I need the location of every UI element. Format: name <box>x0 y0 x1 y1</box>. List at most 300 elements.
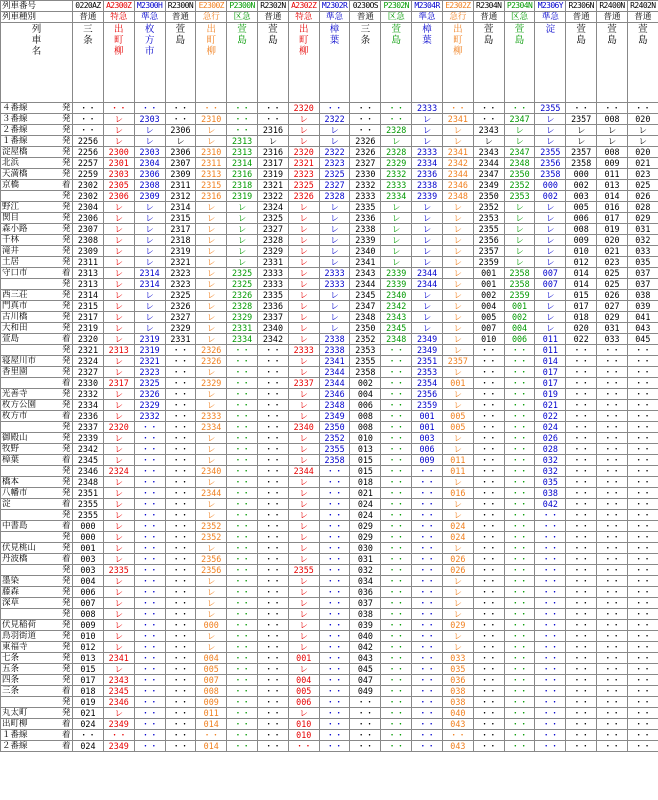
time-cell: ・・ <box>319 631 350 642</box>
time-cell: ・・ <box>504 389 535 400</box>
time-cell: レ <box>535 257 566 268</box>
time-cell: ・・ <box>165 587 196 598</box>
timetable-row <box>1 510 658 521</box>
time-cell: 030 <box>350 543 381 554</box>
time-cell: レ <box>288 213 319 224</box>
train-number: M2302R <box>319 1 350 12</box>
time-cell: レ <box>288 510 319 521</box>
time-cell: ・・ <box>597 741 628 752</box>
time-cell: 2346 <box>103 697 134 708</box>
timetable-row <box>1 279 658 290</box>
time-cell: 2349 <box>103 719 134 730</box>
time-cell: レ <box>412 114 443 125</box>
time-cell: ・・ <box>257 697 288 708</box>
time-cell: 000 <box>73 532 104 543</box>
time-cell: ・・ <box>566 422 597 433</box>
station-name: 京橋 <box>1 180 61 191</box>
time-cell: ・・ <box>473 565 504 576</box>
time-cell: レ <box>535 136 566 147</box>
train-number: M2304R <box>412 1 443 12</box>
time-cell: 2333 <box>412 103 443 114</box>
time-cell: レ <box>381 246 412 257</box>
time-cell: ・・ <box>597 697 628 708</box>
time-cell: 2320 <box>103 422 134 433</box>
time-cell: ・・ <box>504 642 535 653</box>
time-cell: 2329 <box>134 400 165 411</box>
time-cell: 042 <box>535 499 566 510</box>
time-cell: ・・ <box>566 389 597 400</box>
time-cell: ・・ <box>597 642 628 653</box>
timetable-row <box>1 565 658 576</box>
time-cell: 039 <box>350 620 381 631</box>
time-cell: 2332 <box>73 389 104 400</box>
time-cell: ・・ <box>473 521 504 532</box>
time-cell: ・・ <box>504 565 535 576</box>
time-cell: レ <box>442 587 473 598</box>
time-cell: 033 <box>627 246 658 257</box>
time-cell: ・・ <box>73 125 104 136</box>
time-cell: 2311 <box>165 180 196 191</box>
time-cell: ・・ <box>473 455 504 466</box>
train-kind: 急行 <box>196 12 227 23</box>
time-cell: ・・ <box>227 730 258 741</box>
time-cell: ・・ <box>473 631 504 642</box>
station-name: 七条 <box>1 653 61 664</box>
arrive-depart: 着 <box>62 719 71 729</box>
timetable-row <box>1 466 658 477</box>
station-name: 香里園 <box>1 367 61 378</box>
time-cell: 007 <box>73 598 104 609</box>
time-cell: ・・ <box>473 697 504 708</box>
timetable-row <box>1 158 658 169</box>
time-cell: 2356 <box>535 158 566 169</box>
time-cell: ・・ <box>257 708 288 719</box>
time-cell: レ <box>196 246 227 257</box>
time-cell: レ <box>442 257 473 268</box>
time-cell: 021 <box>627 158 658 169</box>
time-cell: 020 <box>597 235 628 246</box>
time-cell: 023 <box>627 169 658 180</box>
time-cell: ・・ <box>473 543 504 554</box>
time-cell: 2357 <box>566 114 597 125</box>
time-cell: ・・ <box>627 631 658 642</box>
time-cell: レ <box>103 609 134 620</box>
time-cell: ・・ <box>165 576 196 587</box>
time-cell: ・・ <box>504 400 535 411</box>
station-name: ２番線 <box>1 125 61 136</box>
time-cell: 041 <box>627 312 658 323</box>
time-cell: ・・ <box>165 642 196 653</box>
time-cell: レ <box>103 444 134 455</box>
timetable-row <box>1 488 658 499</box>
time-cell: 2323 <box>288 169 319 180</box>
time-cell: ・・ <box>566 620 597 631</box>
time-cell: ・・ <box>227 565 258 576</box>
time-cell: ・・ <box>597 378 628 389</box>
time-cell: レ <box>196 367 227 378</box>
time-cell: 2357 <box>473 246 504 257</box>
time-cell: 2355 <box>535 147 566 158</box>
time-cell: 2328 <box>381 125 412 136</box>
time-cell: ・・ <box>319 741 350 752</box>
time-cell: ・・ <box>597 477 628 488</box>
time-cell: 043 <box>350 653 381 664</box>
time-cell: ・・ <box>257 411 288 422</box>
time-cell: レ <box>288 708 319 719</box>
timetable-row <box>1 378 658 389</box>
train-destination: 三条 <box>360 24 371 46</box>
timetable-row <box>1 455 658 466</box>
time-cell: 2326 <box>350 147 381 158</box>
time-cell: 2344 <box>473 158 504 169</box>
time-cell: レ <box>103 279 134 290</box>
train-destination: 萱島 <box>514 24 525 46</box>
time-cell: 2350 <box>473 191 504 202</box>
time-cell: 043 <box>442 741 473 752</box>
time-cell: 2316 <box>227 169 258 180</box>
time-cell: ・・ <box>319 466 350 477</box>
station-name: 滝井 <box>1 246 61 257</box>
time-cell: レ <box>103 598 134 609</box>
time-cell: ・・ <box>412 499 443 510</box>
station-name: 丸太町 <box>1 708 61 719</box>
timetable-row <box>1 268 658 279</box>
time-cell: レ <box>288 444 319 455</box>
time-cell: ・・ <box>227 642 258 653</box>
time-cell: 029 <box>597 312 628 323</box>
time-cell: 2308 <box>134 180 165 191</box>
time-cell: レ <box>566 136 597 147</box>
train-destination: 萱島 <box>268 24 278 46</box>
time-cell: 004 <box>288 675 319 686</box>
time-cell: ・・ <box>597 708 628 719</box>
time-cell: ・・ <box>257 631 288 642</box>
time-cell: 035 <box>442 664 473 675</box>
time-cell: 043 <box>442 719 473 730</box>
arrive-depart: 発 <box>62 312 71 322</box>
time-cell: ・・ <box>134 444 165 455</box>
time-cell: 2355 <box>350 356 381 367</box>
time-cell: ・・ <box>165 510 196 521</box>
time-cell: ・・ <box>257 488 288 499</box>
time-cell: レ <box>288 246 319 257</box>
time-cell: ・・ <box>535 741 566 752</box>
time-cell: レ <box>196 642 227 653</box>
time-cell: ・・ <box>566 444 597 455</box>
time-cell: ・・ <box>165 411 196 422</box>
timetable-row <box>1 620 658 631</box>
time-cell: レ <box>412 224 443 235</box>
time-cell: ・・ <box>165 345 196 356</box>
time-cell: 006 <box>566 213 597 224</box>
time-cell: 010 <box>566 246 597 257</box>
time-cell: 2328 <box>319 191 350 202</box>
arrive-depart: 発 <box>62 433 71 443</box>
station-name: 八幡市 <box>1 488 61 499</box>
time-cell: ・・ <box>257 664 288 675</box>
time-cell: 2343 <box>381 312 412 323</box>
time-cell: ・・ <box>627 400 658 411</box>
train-number: R2402N <box>627 1 658 12</box>
time-cell: レ <box>288 499 319 510</box>
station-name: ４番線 <box>1 103 61 114</box>
time-cell: 2334 <box>227 334 258 345</box>
time-cell: レ <box>134 125 165 136</box>
time-cell: ・・ <box>257 653 288 664</box>
time-cell: 020 <box>627 147 658 158</box>
time-cell: 006 <box>350 400 381 411</box>
time-cell: ・・ <box>165 598 196 609</box>
timetable-row <box>1 686 658 697</box>
time-cell: ・・ <box>627 708 658 719</box>
time-cell: 033 <box>597 334 628 345</box>
time-cell: 2303 <box>103 169 134 180</box>
time-cell: 2345 <box>103 686 134 697</box>
time-cell: ・・ <box>257 400 288 411</box>
time-cell: ・・ <box>504 499 535 510</box>
time-cell: ・・ <box>504 686 535 697</box>
time-cell: ・・ <box>165 719 196 730</box>
timetable-row <box>1 411 658 422</box>
time-cell: レ <box>288 389 319 400</box>
arrive-depart: 発 <box>62 444 71 454</box>
time-cell: ・・ <box>566 378 597 389</box>
time-cell: ・・ <box>473 422 504 433</box>
time-cell: ・・ <box>627 345 658 356</box>
time-cell: レ <box>196 257 227 268</box>
train-destination-cell <box>288 23 319 103</box>
time-cell: 001 <box>473 279 504 290</box>
time-cell: ・・ <box>535 730 566 741</box>
time-cell: ・・ <box>473 103 504 114</box>
time-cell: レ <box>103 301 134 312</box>
time-cell: 2352 <box>319 433 350 444</box>
time-cell: ・・ <box>134 642 165 653</box>
time-cell: ・・ <box>597 433 628 444</box>
time-cell: 2333 <box>412 147 443 158</box>
time-cell: ・・ <box>566 587 597 598</box>
time-cell: レ <box>412 136 443 147</box>
time-cell: レ <box>319 323 350 334</box>
time-cell: ・・ <box>134 554 165 565</box>
time-cell: レ <box>288 312 319 323</box>
time-cell: レ <box>288 554 319 565</box>
time-cell: 026 <box>442 565 473 576</box>
time-cell: ・・ <box>473 345 504 356</box>
timetable-row <box>1 697 658 708</box>
time-cell: ・・ <box>165 444 196 455</box>
time-cell: レ <box>103 543 134 554</box>
time-cell: ・・ <box>597 620 628 631</box>
time-cell: 024 <box>73 719 104 730</box>
time-cell: ・・ <box>227 554 258 565</box>
time-cell: レ <box>196 543 227 554</box>
timetable-row <box>1 543 658 554</box>
time-cell: 2320 <box>288 147 319 158</box>
time-cell: 2351 <box>73 488 104 499</box>
time-cell: 2358 <box>504 268 535 279</box>
time-cell: ・・ <box>597 554 628 565</box>
time-cell: レ <box>504 213 535 224</box>
time-cell: 2356 <box>196 565 227 576</box>
time-cell: ・・ <box>504 444 535 455</box>
time-cell: 2358 <box>504 279 535 290</box>
train-destination-cell <box>257 23 288 103</box>
train-number: P2300N <box>227 1 258 12</box>
time-cell: ・・ <box>566 466 597 477</box>
time-cell: ・・ <box>566 565 597 576</box>
time-cell: レ <box>442 477 473 488</box>
time-cell: 023 <box>597 257 628 268</box>
time-cell: ・・ <box>381 653 412 664</box>
time-cell: 2315 <box>73 301 104 312</box>
time-cell: レ <box>227 213 258 224</box>
time-cell: ・・ <box>319 620 350 631</box>
time-cell: 021 <box>597 246 628 257</box>
time-cell: ・・ <box>566 499 597 510</box>
train-kind: 普通 <box>627 12 658 23</box>
time-cell: ・・ <box>597 488 628 499</box>
time-cell: レ <box>412 323 443 334</box>
time-cell: ・・ <box>227 345 258 356</box>
time-cell: ・・ <box>627 378 658 389</box>
time-cell: ・・ <box>257 719 288 730</box>
time-cell: ・・ <box>504 510 535 521</box>
time-cell: ・・ <box>627 576 658 587</box>
time-cell: ・・ <box>257 576 288 587</box>
time-cell: ・・ <box>473 675 504 686</box>
arrive-depart: 発 <box>62 400 71 410</box>
arrive-depart: 発 <box>62 664 71 674</box>
station-name <box>1 191 61 202</box>
time-cell: ・・ <box>566 488 597 499</box>
time-cell: ・・ <box>566 532 597 543</box>
time-cell: 020 <box>627 114 658 125</box>
time-cell: ・・ <box>504 554 535 565</box>
time-cell: ・・ <box>566 543 597 554</box>
time-cell: 2321 <box>134 356 165 367</box>
time-cell: 2339 <box>350 235 381 246</box>
time-cell: 017 <box>73 675 104 686</box>
time-cell: 2355 <box>473 224 504 235</box>
timetable-row <box>1 301 658 312</box>
time-cell: 010 <box>288 730 319 741</box>
time-cell: 011 <box>196 708 227 719</box>
train-destination-cell <box>504 23 535 103</box>
time-cell: ・・ <box>73 103 104 114</box>
time-cell: レ <box>134 246 165 257</box>
time-cell: ・・ <box>566 554 597 565</box>
time-cell: ・・ <box>227 477 258 488</box>
arrive-depart: 発 <box>62 301 71 311</box>
time-cell: 2317 <box>257 158 288 169</box>
time-cell: 026 <box>442 554 473 565</box>
time-cell: 2356 <box>412 389 443 400</box>
time-cell: 2348 <box>350 312 381 323</box>
time-cell: 010 <box>288 719 319 730</box>
time-cell: 2348 <box>504 158 535 169</box>
time-cell: ・・ <box>627 719 658 730</box>
time-cell: レ <box>535 301 566 312</box>
time-cell: ・・ <box>381 741 412 752</box>
time-cell: ・・ <box>227 411 258 422</box>
time-cell: ・・ <box>412 598 443 609</box>
arrive-depart: 発 <box>62 147 71 157</box>
time-cell: レ <box>442 334 473 345</box>
train-kind: 準急 <box>319 12 350 23</box>
time-cell: 001 <box>288 653 319 664</box>
time-cell: ・・ <box>134 543 165 554</box>
station-name <box>1 422 61 433</box>
time-cell: 2343 <box>350 268 381 279</box>
train-kind: 普通 <box>73 12 104 23</box>
time-cell: ・・ <box>504 653 535 664</box>
station-name: 樟葉 <box>1 455 61 466</box>
time-cell: 007 <box>196 675 227 686</box>
time-cell: レ <box>442 246 473 257</box>
time-cell: 2356 <box>473 235 504 246</box>
time-cell: 040 <box>350 631 381 642</box>
time-cell: ・・ <box>227 499 258 510</box>
station-name: 伏見桃山 <box>1 543 61 554</box>
time-cell: ・・ <box>227 631 258 642</box>
time-cell: 2327 <box>257 224 288 235</box>
time-cell: 2344 <box>196 488 227 499</box>
time-cell: ・・ <box>134 565 165 576</box>
time-cell: ・・ <box>257 587 288 598</box>
time-cell: レ <box>442 609 473 620</box>
train-destination: 萱島 <box>607 24 617 46</box>
time-cell: 010 <box>473 334 504 345</box>
time-cell: ・・ <box>257 455 288 466</box>
time-cell: 2302 <box>73 191 104 202</box>
time-cell: 2345 <box>73 455 104 466</box>
train-destination: 淀 <box>545 24 556 35</box>
train-destination: 枚方市 <box>144 24 155 57</box>
time-cell: ・・ <box>597 356 628 367</box>
station-name <box>1 279 61 290</box>
time-cell: ・・ <box>504 378 535 389</box>
time-cell: 2324 <box>73 356 104 367</box>
time-cell: ・・ <box>381 521 412 532</box>
station-name: 牧野 <box>1 444 61 455</box>
time-cell: レ <box>535 246 566 257</box>
time-cell: ・・ <box>504 708 535 719</box>
time-cell: ・・ <box>627 620 658 631</box>
time-cell: ・・ <box>597 675 628 686</box>
time-cell: 000 <box>196 620 227 631</box>
time-cell: 2347 <box>504 114 535 125</box>
train-destination: 出町柳 <box>113 24 124 57</box>
time-cell: 2355 <box>73 499 104 510</box>
time-cell: ・・ <box>165 114 196 125</box>
time-cell: ・・ <box>566 697 597 708</box>
time-cell: レ <box>442 301 473 312</box>
time-cell: 2358 <box>350 367 381 378</box>
station-name <box>1 466 61 477</box>
time-cell: レ <box>196 631 227 642</box>
time-cell: ・・ <box>165 433 196 444</box>
station-name: 枚方公園 <box>1 400 61 411</box>
time-cell: ・・ <box>134 521 165 532</box>
train-destination-cell <box>103 23 134 103</box>
time-cell: ・・ <box>627 455 658 466</box>
time-cell: ・・ <box>597 444 628 455</box>
train-destination-cell <box>627 23 658 103</box>
time-cell: ・・ <box>381 620 412 631</box>
time-cell: ・・ <box>257 345 288 356</box>
time-cell: 2356 <box>196 554 227 565</box>
